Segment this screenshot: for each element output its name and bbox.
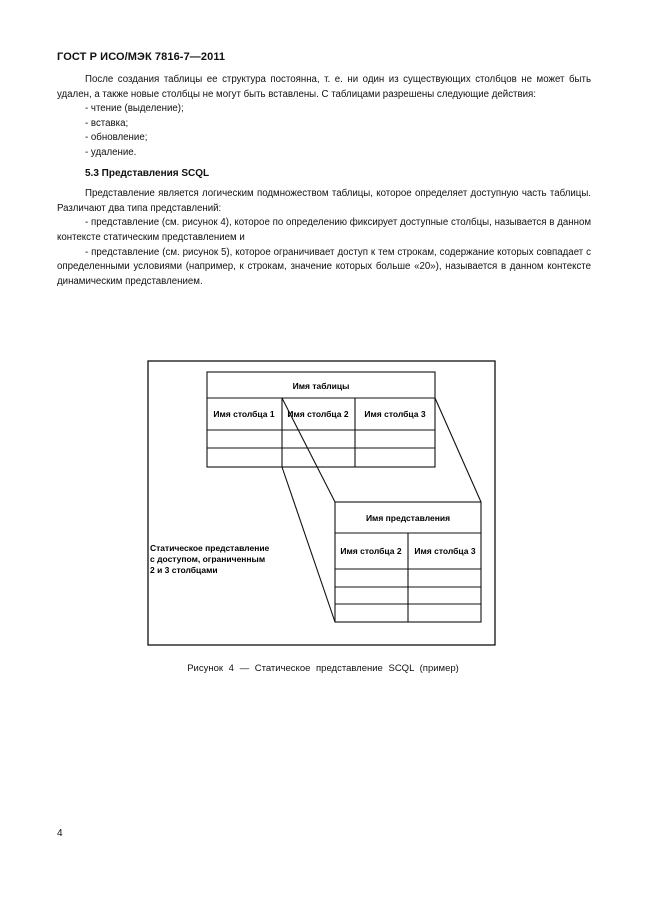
figure-caption: Рисунок 4 — Статическое представление SCQL (пример) <box>187 663 459 674</box>
list-item-update: - обновление; <box>85 132 148 144</box>
source-column-3-header: Имя столбца 3 <box>364 409 426 419</box>
paragraph-table-structure: После создания таблицы ее структура постоянна, т. е. ни один из существующих столбцов не может быть удален, а также новые столбцы не могут быть вставлены. С таблицами разрешены следующие действия: <box>57 74 591 100</box>
paragraph-view-definition: Представление является логическим подмножеством таблицы, которое определяет доступную часть таблицы. Различают два типа представлений: <box>57 188 591 214</box>
list-item-read: - чтение (выделение); <box>85 103 184 115</box>
paragraph-dynamic-view: - представление (см. рисунок 5), которое ограничивает доступ к тем строкам, содержание которых совпадает с определенными условиями (например, к строкам, значение которых больше «20»), называется в данном контексте динамическим представлением. <box>57 246 591 287</box>
annotation-line-2: с доступом, ограниченным <box>150 554 266 564</box>
annotation-line-3: 2 и 3 столбцами <box>150 565 218 575</box>
source-column-1-header: Имя столбца 1 <box>213 409 275 419</box>
document-header: ГОСТ Р ИСО/МЭК 7816-7—2011 <box>57 51 226 63</box>
paragraph-static-view: - представление (см. рисунок 4), которое по определению фиксирует доступные столбцы, называется в данном контексте статическим представлением и <box>57 217 591 243</box>
section-title: 5.3 Представления SCQL <box>85 167 210 179</box>
list-item-delete: - удаление. <box>85 146 137 158</box>
list-item-insert: - вставка; <box>85 117 129 129</box>
source-table-name: Имя таблицы <box>292 381 350 391</box>
view-column-2-header: Имя столбца 2 <box>340 546 402 556</box>
view-table-name: Имя представления <box>365 513 451 523</box>
source-column-2-header: Имя столбца 2 <box>287 409 349 419</box>
view-column-3-header: Имя столбца 3 <box>414 546 476 556</box>
annotation-line-1: Статическое представление <box>150 543 270 553</box>
page-number: 4 <box>57 828 63 839</box>
